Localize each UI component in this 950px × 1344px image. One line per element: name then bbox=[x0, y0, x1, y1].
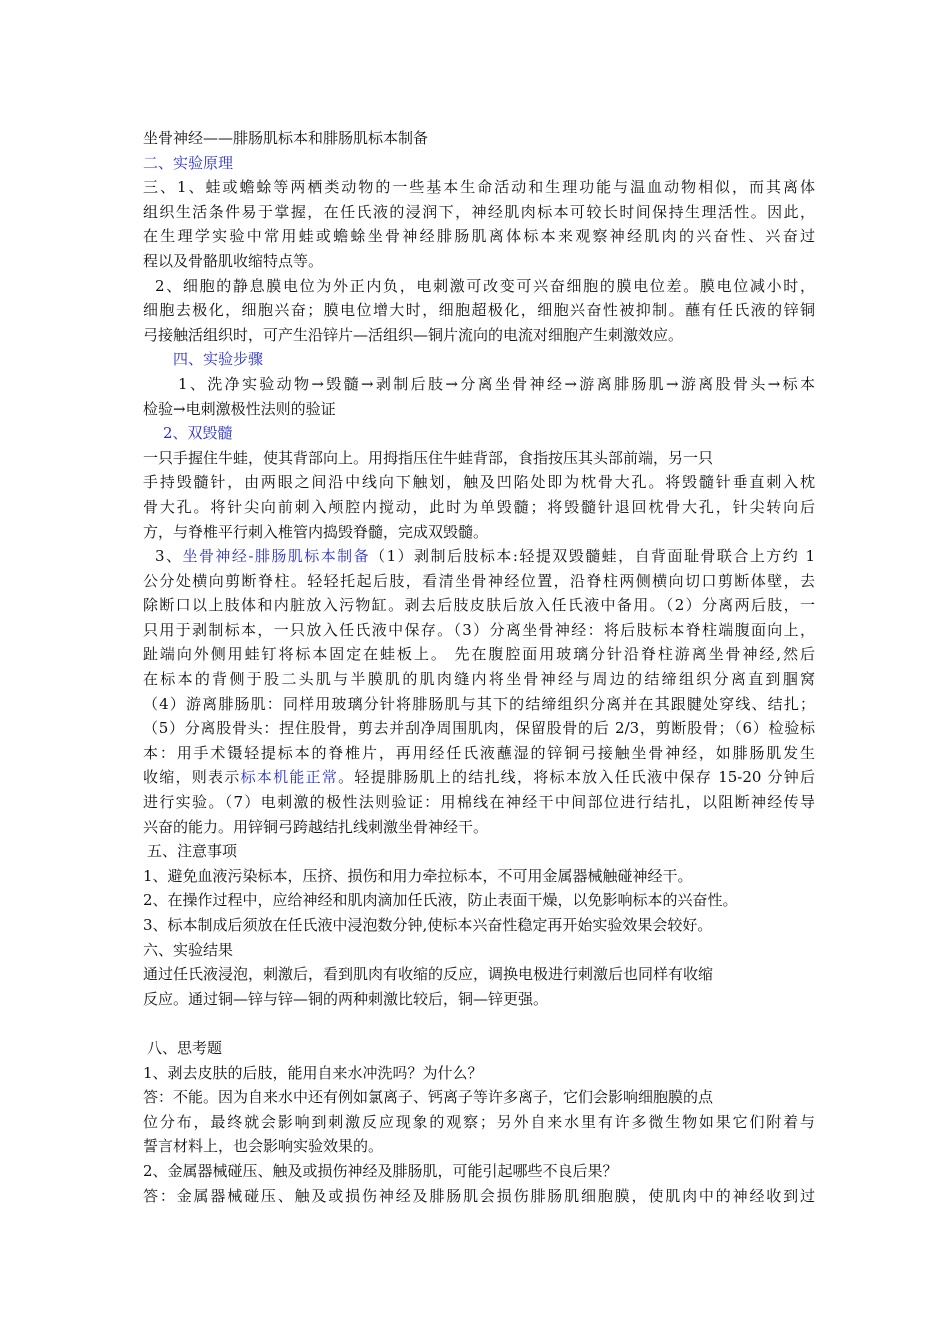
prep-line: 公分处横向剪断脊柱。轻轻托起后肢，看清坐骨神经位置，沿脊柱两侧横向切口剪断体壁，去 bbox=[143, 571, 815, 590]
note-item: 1、避免血液污染标本，压挤、损伤和用力牵拉标本，不可用金属器械触碰神经干。 bbox=[143, 866, 693, 885]
heading-questions: 八、思考题 bbox=[147, 1038, 223, 1057]
prep-line: 除断口以上肢体和内脏放入污物缸。剥去后肢皮肤后放入任氏液中备用。（2）分离两后肢，一 bbox=[143, 596, 815, 615]
steps-line: 1、洗净实验动物→毁髓→剥制后肢→分离坐骨神经→游离腓肠肌→游离股骨头→标本 bbox=[178, 374, 815, 393]
prep-line: 本：用手术镊轻提标本的脊椎片，再用经任氏液蘸湿的锌铜弓接触坐骨神经，如腓肠肌发生 bbox=[143, 743, 815, 762]
question-1: 1、剥去皮肤的后肢，能用自来水冲洗吗？为什么？ bbox=[143, 1063, 483, 1082]
prep-contract-pre: 收缩，则表示 bbox=[143, 768, 241, 787]
prep-line: 兴奋的能力。用锌铜弓跨越结扎线刺激坐骨神经干。 bbox=[143, 817, 489, 836]
specimen-normal-link[interactable]: 标本机能正常 bbox=[240, 768, 339, 787]
document-page bbox=[143, 126, 815, 1208]
prep-line: 在标本的背侧于股二头肌与半膜肌的肌肉缝内将坐骨神经与周边的结缔组织分离直到腘窝 bbox=[143, 670, 815, 689]
principle-line: 在生理学实验中常用蛙或蟾蜍坐骨神经腓肠肌离体标本来观察神经肌肉的兴奋性、兴奋过 bbox=[143, 227, 815, 246]
prep-line: （4）游离腓肠肌：同样用玻璃分针将腓肠肌与其下的结缔组织分离并在其跟腱处穿线、结扎； bbox=[143, 694, 815, 713]
heading-double-pithing: 2、双毁髓 bbox=[163, 424, 233, 443]
heading-results: 六、实验结果 bbox=[143, 940, 234, 959]
pithing-line: 骨大孔。将针尖向前刺入颅腔内搅动，此时为单毁髓；将毁髓针退回枕骨大孔，针尖转向后 bbox=[143, 497, 815, 516]
prep-line: （5）分离股骨头：捏住股骨，剪去并刮净周围肌肉，保留股骨的后 2/3，剪断股骨；（6）检验标 bbox=[143, 719, 815, 738]
pithing-line: 一只手握住牛蛙，使其背部向上。用拇指压住牛蛙背部，食指按压其头部前端，另一只 bbox=[143, 448, 714, 467]
pithing-line: 手持毁髓针，由两眼之间沿中线向下触划，触及凹陷处即为枕骨大孔。将毁髓针垂直刺入枕 bbox=[143, 473, 815, 492]
answer-1-line: 位分布，最终就会影响到刺激反应现象的观察；另外自来水里有许多微生物如果它们附着与 bbox=[143, 1112, 815, 1131]
results-line: 反应。通过铜—锌与锌—铜的两种刺激比较后，铜—锌更强。 bbox=[143, 989, 549, 1008]
note-item: 2、在操作过程中，应给神经和肌肉滴加任氏液，防止表面干燥，以免影响标本的兴奋性。 bbox=[143, 891, 738, 910]
prep-first-text: （1）剥制后肢标本:轻提双毁髓蛙，自背面耻骨联合上方约 1 bbox=[370, 547, 816, 566]
answer-2-line: 答：金属器械碰压、触及或损伤神经及腓肠肌会损伤腓肠肌细胞膜，使肌肉中的神经收到过 bbox=[143, 1186, 815, 1205]
principle-line: 2、细胞的静息膜电位为外正内负，电刺激可改变可兴奋细胞的膜电位差。膜电位减小时， bbox=[155, 276, 815, 295]
principle-line: 弓接触活组织时，可产生沿锌片—活组织—铜片流向的电流对细胞产生刺激效应。 bbox=[143, 325, 684, 344]
prep-line: 趾端向外侧用蛙钉将标本固定在蛙板上。 先在腹腔面用玻璃分针沿脊柱游离坐骨神经,然后 bbox=[143, 645, 815, 664]
heading-steps: 四、实验步骤 bbox=[173, 350, 264, 369]
principle-line: 程以及骨骼肌收缩特点等。 bbox=[143, 251, 324, 270]
principle-line: 三、1、蛙或蟾蜍等两栖类动物的一些基本生命活动和生理功能与温血动物相似，而其离体 bbox=[143, 178, 815, 197]
document-title: 坐骨神经——腓肠肌标本和腓肠肌标本制备 bbox=[143, 129, 429, 147]
blank-line bbox=[143, 1011, 815, 1036]
prep-line: 进行实验。（7）电刺激的极性法则验证：用棉线在神经干中间部位进行结扎，以阻断神经传导 bbox=[143, 793, 815, 812]
prep-heading-link[interactable]: 坐骨神经-腓肠肌标本制备 bbox=[182, 547, 371, 566]
principle-line: 组织生活条件易于掌握，在任氏液的浸润下，神经肌肉标本可较长时间保持生理活性。因此， bbox=[143, 202, 815, 221]
pithing-line: 方，与脊椎平行刺入椎管内捣毁脊髓，完成双毁髓。 bbox=[143, 522, 489, 541]
prep-line bbox=[143, 765, 815, 790]
heading-principle: 二、实验原理 bbox=[143, 153, 234, 172]
note-item: 3、标本制成后须放在任氏液中浸泡数分钟,使标本兴奋性稳定再开始实验效果会较好。 bbox=[143, 916, 713, 934]
principle-line: 细胞去极化，细胞兴奋；膜电位增大时，细胞超极化，细胞兴奋性被抑制。蘸有任氏液的锌铜 bbox=[143, 301, 815, 320]
prep-line: 只用于剥制标本，一只放入任氏液中保存。（3）分离坐骨神经：将后肢标本脊柱端腹面向上， bbox=[143, 620, 815, 639]
steps-line: 检验→电刺激极性法则的验证 bbox=[143, 399, 336, 418]
heading-notes: 五、注意事项 bbox=[147, 842, 238, 861]
answer-1-line: 答：不能。因为自来水中还有例如氯离子、钙离子等许多离子，它们会影响细胞膜的点 bbox=[143, 1088, 714, 1107]
answer-1-line: 誓言材料上，也会影响实验效果的。 bbox=[143, 1137, 384, 1156]
prep-line bbox=[143, 544, 815, 569]
prep-contract-post: 。轻提腓肠肌上的结扎线，将标本放入任氏液中保存 15-20 分钟后 bbox=[338, 768, 815, 787]
prep-number: 3、 bbox=[155, 547, 183, 566]
question-2: 2、金属器械碰压、触及或损伤神经及腓肠肌，可能引起哪些不良后果？ bbox=[143, 1161, 618, 1180]
results-line: 通过任氏液浸泡，刺激后，看到肌肉有收缩的反应，调换电极进行刺激后也同样有收缩 bbox=[143, 965, 714, 984]
